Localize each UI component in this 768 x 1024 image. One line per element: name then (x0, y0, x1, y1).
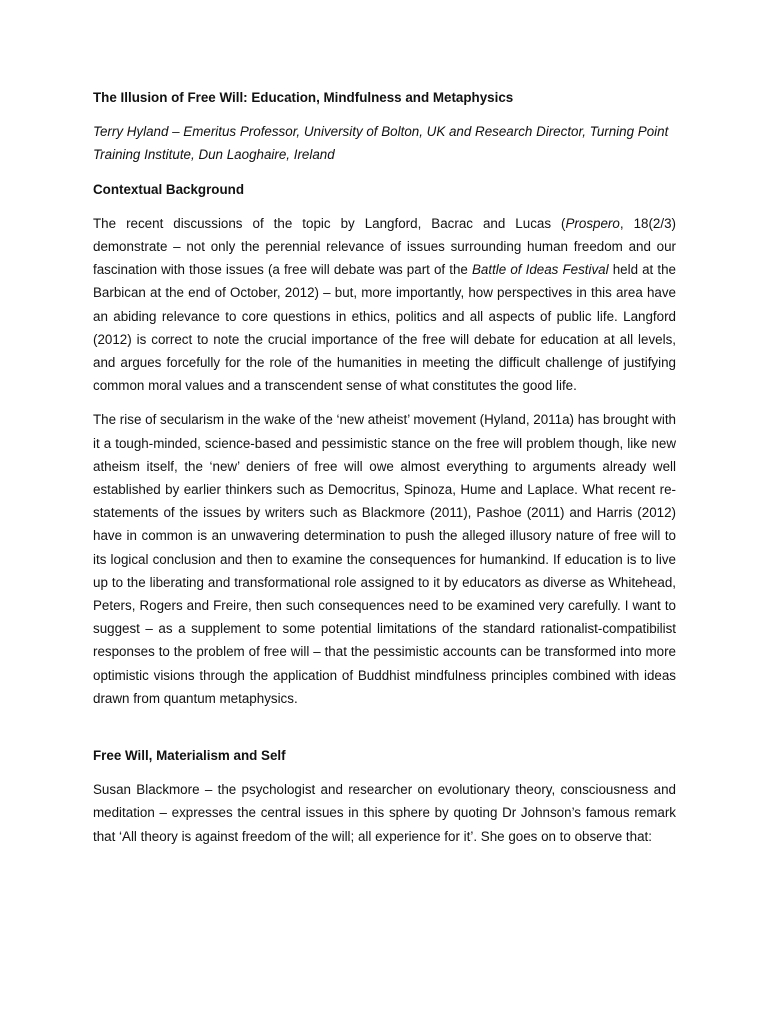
paragraph-recent-discussions (93, 212, 676, 398)
paragraph-text: , 18(2/3) demonstrate – not only the perennial relevance of issues surrounding human freedom and our fascination with those issues (a free will debate was part of the (93, 215, 676, 278)
journal-title-prospero: Prospero (565, 215, 620, 231)
event-title-battle-of-ideas: Battle of Ideas Festival (471, 262, 609, 278)
paragraph-text: The recent discussions of the topic by Langford, Bacrac and Lucas ( (93, 215, 566, 231)
paragraph-susan-blackmore: Susan Blackmore – the psychologist and researcher on evolutionary theory, consciousness and meditation – expresses the central issues in this sphere by quoting Dr Johnson’s famous remark that ‘All theory is against freedom of the will; all experience for it’. She goes on to observe that: (93, 782, 676, 844)
section-heading-free-will-materialism-self: Free Will, Materialism and Self (93, 748, 286, 764)
paragraph-rise-of-secularism: The rise of secularism in the wake of the ‘new atheist’ movement (Hyland, 2011a) has brought with it a tough-minded, science-based and pessimistic stance on the free will problem though, like new atheism itself, the ‘new’ deniers of free will owe almost everything to arguments already well established by earlier thinkers such as Democritus, Spinoza, Hume and Laplace. What recent re-statements of the issues by writers such as Blackmore (2011), Pashoe (2011) and Harris (2012) have in common is an unwavering determination to push the alleged illusory nature of free will to its logical conclusion and then to examine the consequences for humankind. If education is to live up to the liberating and transformational role assigned to it by educators as diverse as Whitehead, Peters, Rogers and Freire, then such consequences need to be examined very carefully. I want to suggest – as a supplement to some potential limitations of the standard rationalist-compatibilist responses to the problem of free will – that the pessimistic accounts can be transformed into more optimistic visions through the application of Buddhist mindfulness principles combined with ideas drawn from quantum metaphysics. (93, 412, 676, 706)
paragraph-text: held at the Barbican at the end of October, 2012) – but, more importantly, how perspectives in this area have an abiding relevance to core questions in ethics, politics and all aspects of public life. Langford (2012) is correct to note the crucial importance of the free will debate for education at all levels, and argues forcefully for the role of the humanities in meeting the difficult challenge of justifying common moral values and a transcendent sense of what constitutes the good life. (93, 262, 676, 394)
author-line: Terry Hyland – Emeritus Professor, University of Bolton, UK and Research Director, Turning Point Training Institute, Dun Laoghaire, Ireland (93, 124, 669, 163)
section-heading-contextual-background: Contextual Background (93, 181, 245, 197)
document-title: The Illusion of Free Will: Education, Mindfulness and Metaphysics (93, 90, 514, 105)
